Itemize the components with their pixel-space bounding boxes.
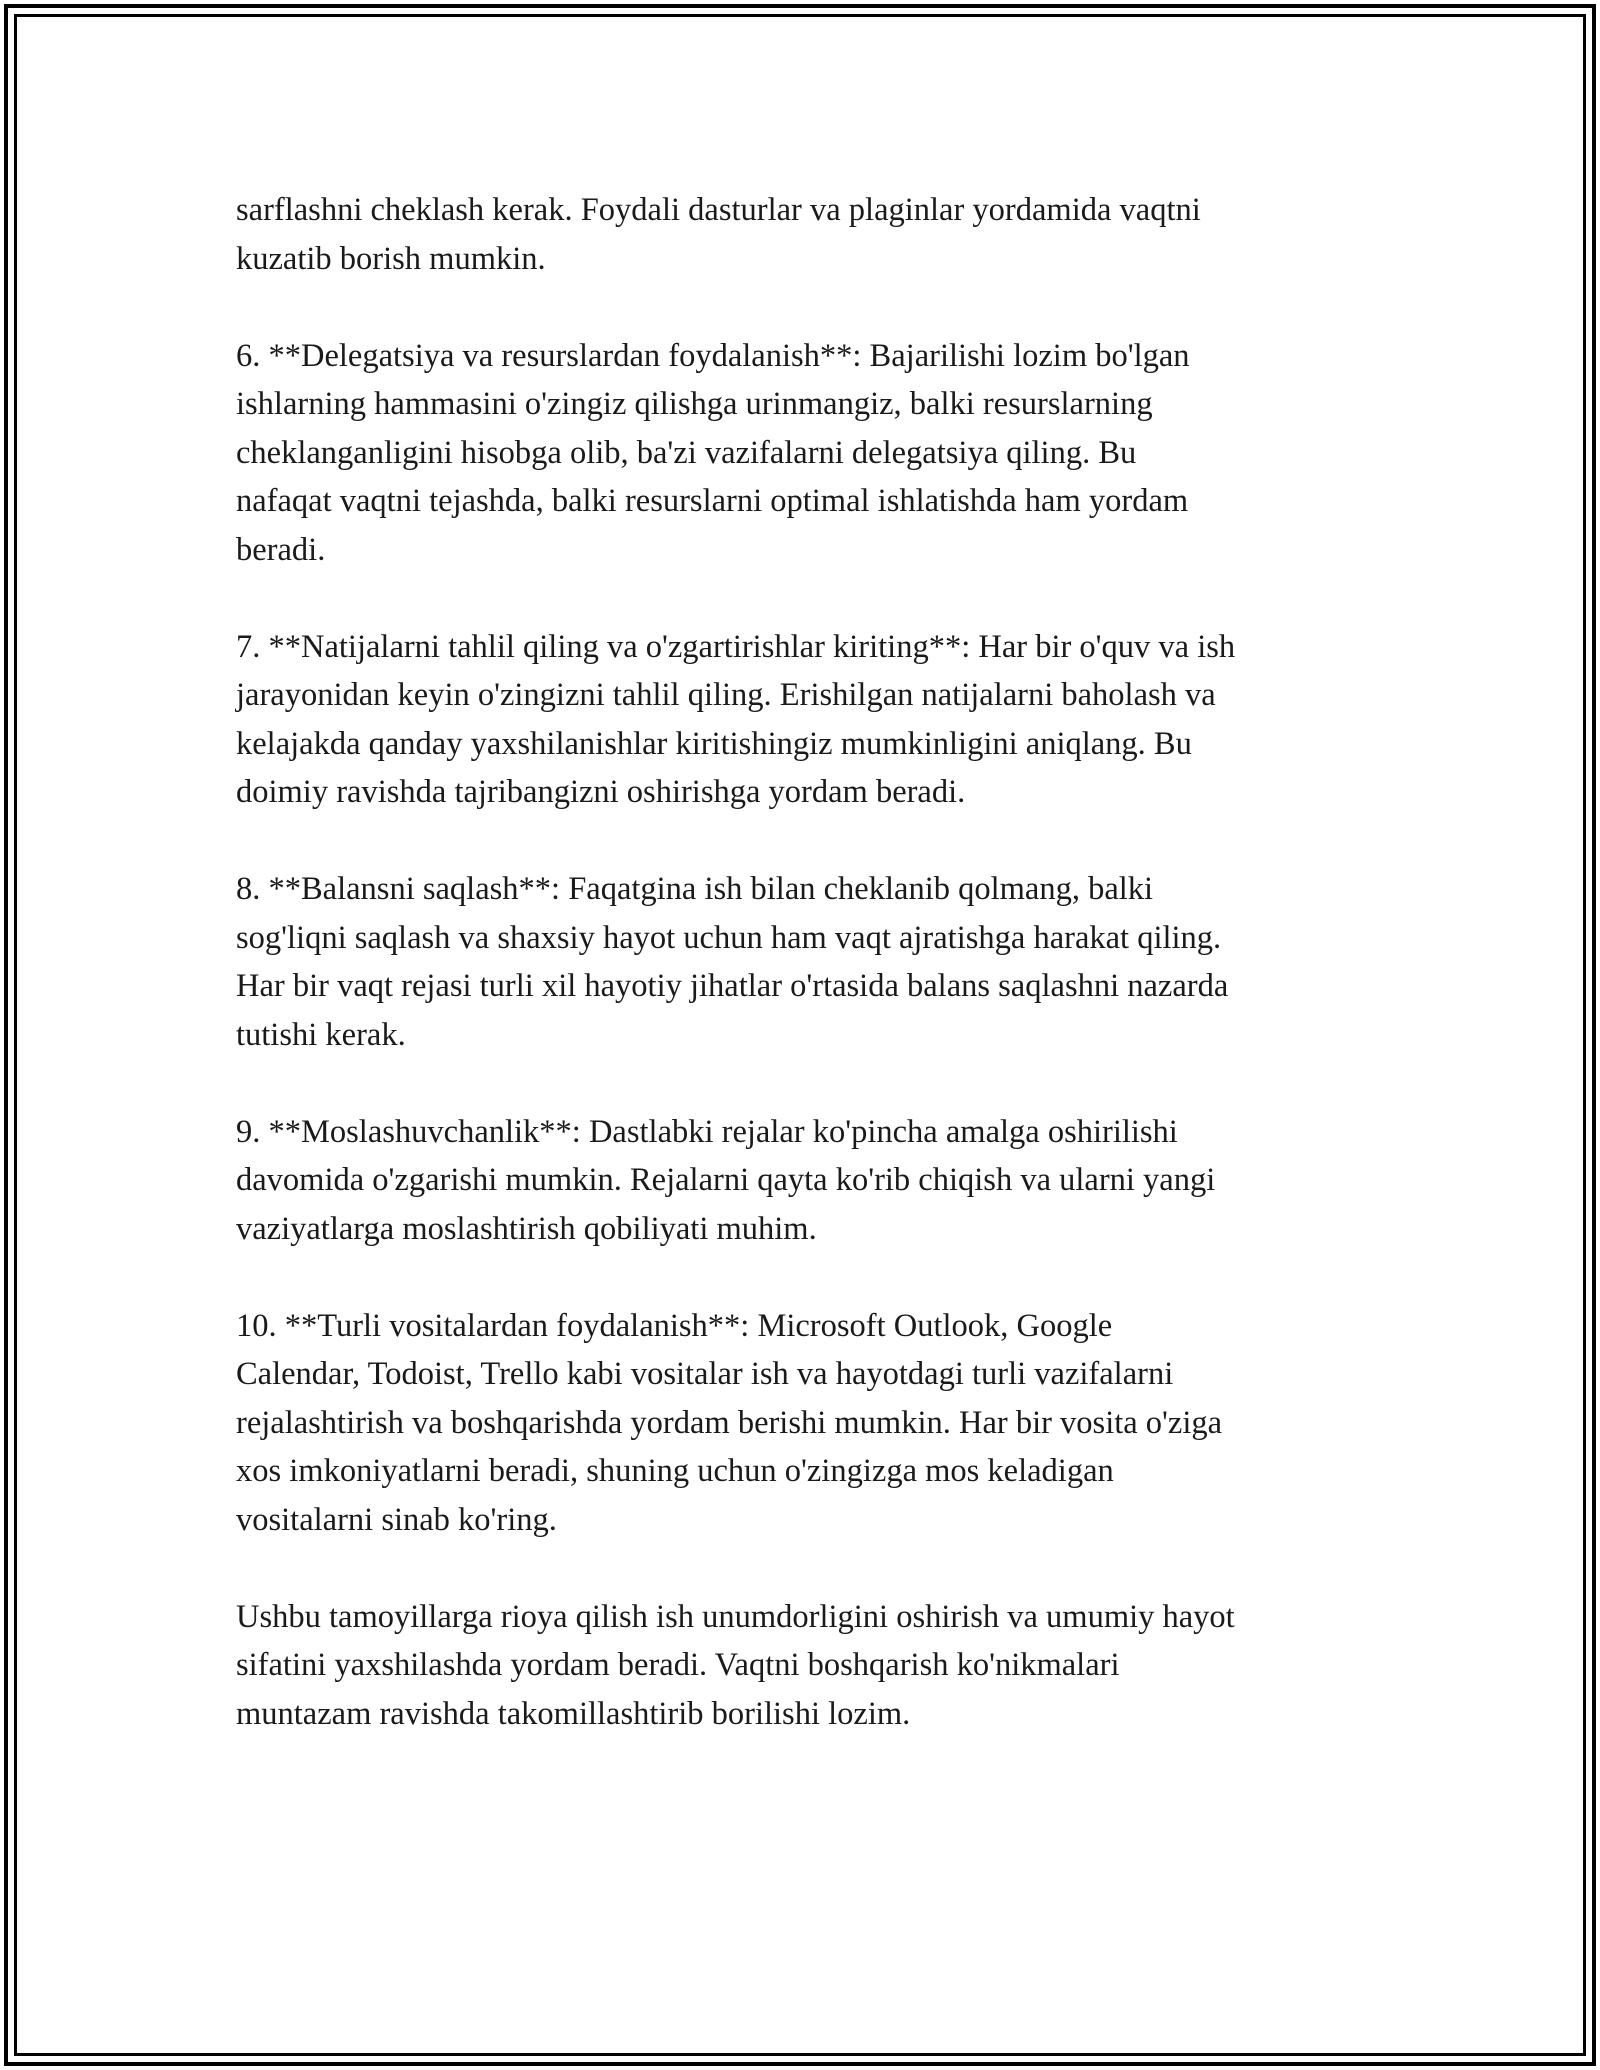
paragraph-item-8: 8. **Balansni saqlash**: Faqatgina ish bilan cheklanib qolmang, balki sog'liqni saqlash va shaxsiy hayot uchun ham vaqt ajratishga harakat qiling. Har bir vaqt rejasi turli xil hayotiy jihatlar o'rtasida balans saqlashni nazarda tutishi kerak. xyxy=(236,871,1229,1053)
paragraph-item-10: 10. **Turli vositalardan foydalanish**: Microsoft Outlook, Google Calendar, Todoist, Trello kabi vositalar ish va hayotdagi turli vazifalarni rejalashtirish va boshqarishda yordam berishi mumkin. Har bir vosita o'ziga xos imkoniyatlarni beradi, shuning uchun o'zingizga mos keladigan vositalarni sinab ko'ring. xyxy=(236,1307,1223,1538)
paragraph-item-6: 6. **Delegatsiya va resurslardan foydalanish**: Bajarilishi lozim bo'lgan ishlarning hammasini o'zingiz qilishga urinmangiz, balki resurslarning cheklanganligini hisobga olib, ba'zi vazifalarni delegatsiya qiling. Bu nafaqat vaqtni tejashda, balki resurslarni optimal ishlatishda ham yordam beradi. xyxy=(236,337,1190,568)
document-body xyxy=(236,186,1386,1787)
paragraph-continuation: sarflashni cheklash kerak. Foydali dasturlar va plaginlar yordamida vaqtni kuzatib borish mumkin. xyxy=(236,192,1201,277)
paragraph-item-9: 9. **Moslashuvchanlik**: Dastlabki rejalar ko'pincha amalga oshirilishi davomida o'zgarishi mumkin. Rejalarni qayta ko'rib chiqish va ularni yangi vaziyatlarga moslashtirish qobiliyati muhim. xyxy=(236,1113,1216,1247)
paragraph-conclusion: Ushbu tamoyillarga rioya qilish ish unumdorligini oshirish va umumiy hayot sifatini yaxshilashda yordam beradi. Vaqtni boshqarish ko'nikmalari muntazam ravishda takomillashtirib borilishi lozim. xyxy=(236,1598,1235,1732)
paragraph-item-7: 7. **Natijalarni tahlil qiling va o'zgartirishlar kiriting**: Har bir o'quv va ish jarayonidan keyin o'zingizni tahlil qiling. Erishilgan natijalarni baholash va kelajakda qanday yaxshilanishlar kiritishingiz mumkinligini aniqlang. Bu doimiy ravishda tajribangizni oshirishga yordam beradi. xyxy=(236,628,1236,810)
